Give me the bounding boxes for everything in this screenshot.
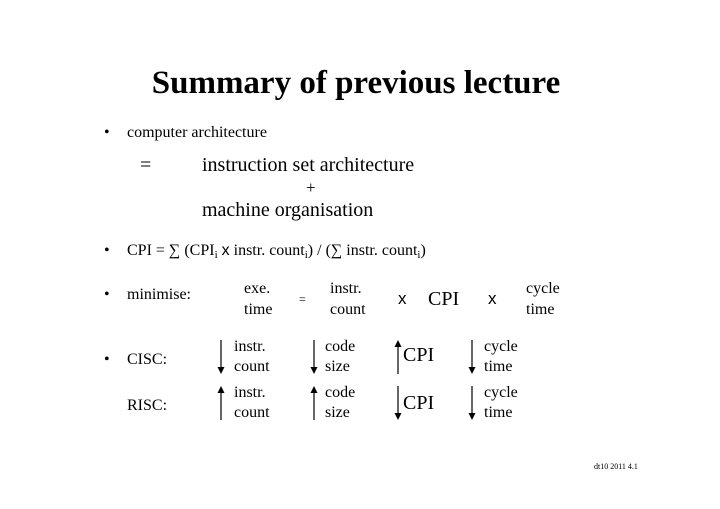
cpi-subscript-2: i [304,249,308,261]
exe-time-label: time [244,301,273,318]
plus-sign: + [306,178,316,197]
cpi-formula-part-c: ) / (∑ instr. count [307,242,418,259]
risc-cpi: CPI [403,392,435,414]
slide-title: Summary of previous lecture [151,65,561,101]
cisc-cpi: CPI [403,344,435,366]
bullet-3-symbol: • [104,286,110,303]
bullet-1-symbol: • [104,124,110,141]
risc-cycle-time-arrow-down-icon [467,385,477,421]
risc-cpi-arrow-down-icon [393,385,403,421]
minimise-label: minimise: [127,286,191,303]
cisc-size-label: size [325,358,350,375]
exe-label: exe. [244,280,271,297]
cisc-cycle-label: cycle [484,338,518,355]
cisc-cycle-time-arrow-down-icon [467,339,477,375]
isa-text: instruction set architecture [202,154,415,176]
cpi-formula-part-a: CPI = ∑ (CPI [127,242,215,259]
minimise-equals: = [299,292,306,306]
slide-footer: dt10 2011 4.1 [594,462,638,471]
cisc-code-label: code [325,338,356,355]
instr-count-label: count [330,301,366,318]
bullet-2-symbol: • [104,242,110,259]
risc-instr-label: instr. [234,384,266,401]
cisc-cpi-arrow-up-icon [393,339,403,375]
cisc-count-label: count [234,358,270,375]
cpi-formula [127,243,426,259]
cpi-formula-part-b: instr. count [229,242,305,259]
cycle-time-label: time [526,301,555,318]
cisc-time-label: time [484,358,513,375]
risc-size-label: size [325,404,350,421]
equals-sign: = [140,154,152,176]
machine-organisation-text: machine organisation [202,199,374,221]
cisc-code-size-arrow-down-icon [309,339,319,375]
times-sign-2: x [488,289,497,308]
risc-code-label: code [325,384,356,401]
times-sign-1: x [398,289,407,308]
cpi-subscript-3: i [417,249,421,261]
minimise-cpi: CPI [428,288,460,310]
bullet-4-symbol: • [104,351,110,368]
risc-instr-count-arrow-up-icon [216,385,226,421]
risc-code-size-arrow-up-icon [309,385,319,421]
cpi-times-sign: x [221,242,230,259]
cisc-instr-count-arrow-down-icon [216,339,226,375]
risc-cycle-label: cycle [484,384,518,401]
cycle-label: cycle [526,280,560,297]
cisc-label: CISC: [127,351,168,368]
risc-label: RISC: [127,397,168,414]
cpi-subscript-1: i [214,249,218,261]
cisc-instr-label: instr. [234,338,266,355]
risc-count-label: count [234,404,270,421]
computer-architecture-text: computer architecture [127,124,267,141]
cpi-formula-part-d: ) [420,242,426,259]
risc-time-label: time [484,404,513,421]
instr-label: instr. [330,280,362,297]
